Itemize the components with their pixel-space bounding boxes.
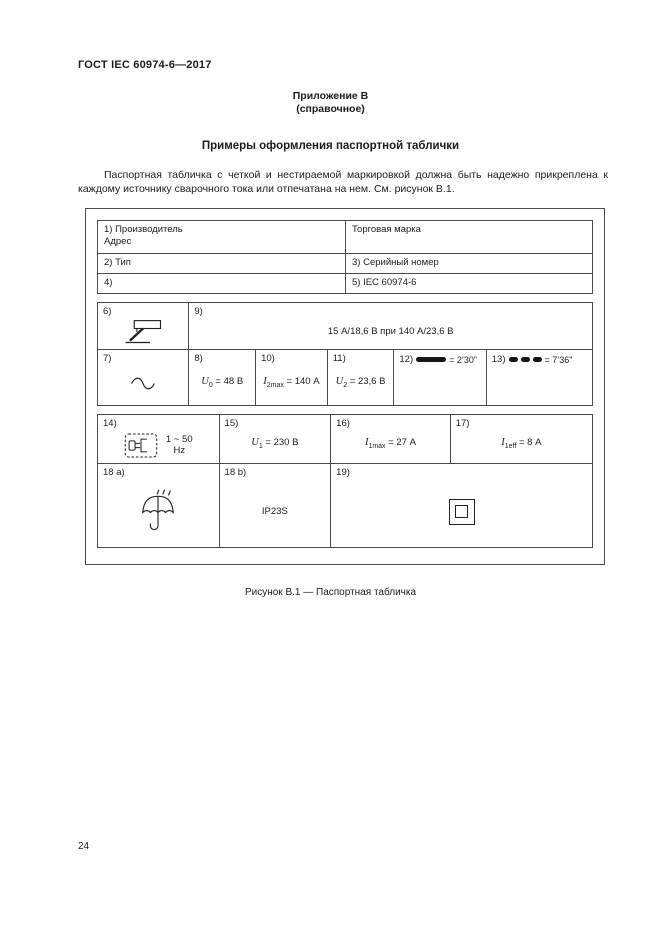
- effective-supply-current: [501, 437, 541, 453]
- item19-label: 19): [336, 467, 350, 478]
- annex-name: Приложение В: [292, 90, 369, 102]
- plate-cell-11: [327, 350, 394, 405]
- duty-on-solid-bar: [416, 357, 446, 362]
- cell-type: [98, 254, 345, 273]
- page-title: Примеры оформления паспортной таблички: [201, 140, 460, 152]
- item13-value: = 7’36”: [544, 355, 573, 365]
- item15-label: 15): [224, 418, 239, 429]
- plate-cell-16: [330, 415, 450, 463]
- duty-off-dashed-bar: [509, 357, 542, 362]
- quantity-subscript: 2: [343, 381, 348, 389]
- mains-plug-icon: [124, 432, 158, 459]
- quantity-symbol: I: [501, 437, 505, 449]
- quantity-rest: = 27 А: [385, 437, 416, 449]
- item7-symbol: [98, 365, 188, 405]
- row-type-serial: [98, 253, 592, 273]
- item17-value: [451, 430, 592, 463]
- item8-label: 8): [194, 353, 203, 364]
- plate-cell-9: [188, 303, 592, 349]
- frequency-line2: Hz: [173, 445, 186, 456]
- item17-label: 17): [455, 418, 470, 429]
- cell-serial: [345, 254, 592, 273]
- plate-cell-7: [98, 350, 188, 405]
- quantity-rest: = 48 В: [212, 375, 244, 387]
- quantity-subscript: 1max: [368, 442, 386, 450]
- quantity-rest: = 140 А: [283, 375, 320, 387]
- frequency-line1: 1 ~ 50: [165, 434, 193, 445]
- cell-trademark: [345, 221, 592, 253]
- type-label: 2) Тип: [104, 257, 131, 268]
- annex-type: (справочное): [296, 103, 365, 115]
- item6-label: 6): [103, 306, 112, 317]
- cell-item4: [98, 274, 345, 293]
- plate-cell-17: [450, 415, 592, 463]
- dash-segment: [533, 357, 542, 362]
- item16-value: [331, 430, 450, 463]
- cell-manufacturer: [98, 221, 345, 253]
- quantity-symbol: I: [263, 375, 267, 387]
- intro-paragraph: Паспортная табличка с четкой и нестираемой маркировкой должна быть надежно прикреплена к каждому источнику сварочного тока или отпечатана на нем. См. рисунок В.1.: [78, 169, 608, 195]
- item18b-label: 18 b): [224, 467, 247, 478]
- supply-voltage: [251, 437, 298, 453]
- dash-segment: [521, 357, 530, 362]
- quantity-rest: = 230 В: [262, 437, 299, 449]
- plate-id-section: [97, 220, 593, 294]
- max-supply-current: [365, 437, 416, 453]
- row-protection: [98, 463, 592, 547]
- dash-segment: [509, 357, 518, 362]
- cell-item5: [345, 274, 592, 293]
- load-voltage: [336, 376, 386, 392]
- quantity-rest: = 8 А: [516, 437, 542, 449]
- welding-torch-icon: [121, 318, 165, 346]
- figure-caption: Рисунок В.1 — Паспортная табличка: [244, 587, 417, 598]
- plate-cell-14: [98, 415, 219, 463]
- trademark-label: Торговая марка: [352, 224, 421, 235]
- serial-label: 3) Серийный номер: [352, 257, 439, 268]
- item4-label: 4): [104, 277, 113, 288]
- row-standard: [98, 273, 592, 293]
- quantity-symbol: U: [201, 375, 209, 387]
- item16-label: 16): [336, 418, 350, 429]
- row-process-rating: [98, 303, 592, 349]
- document-header: ГОСТ IEC 60974-6—2017: [78, 59, 212, 71]
- class-ii-double-square-icon: [449, 499, 475, 525]
- item14-value: [98, 430, 219, 463]
- max-welding-current: [263, 376, 319, 392]
- quantity-subscript: 0: [208, 381, 213, 389]
- item19-symbol: [331, 479, 592, 547]
- item15-value: [220, 430, 331, 463]
- item13-label: 13): [491, 354, 506, 365]
- item12-label: 12): [399, 354, 414, 365]
- plate-cell-13: [486, 350, 592, 405]
- no-load-voltage: [201, 376, 243, 392]
- item14-label: 14): [103, 418, 117, 429]
- quantity-rest: = 23,6 В: [347, 375, 386, 387]
- plate-cell-15: [219, 415, 331, 463]
- manufacturer-label: 1) Производитель: [104, 224, 183, 235]
- item7-label: 7): [103, 353, 112, 364]
- plate-cell-6: [98, 303, 188, 349]
- item6-symbol: [98, 318, 188, 349]
- mains-frequency-text: [166, 434, 193, 456]
- page-number: 24: [78, 841, 90, 852]
- plate-cell-18b: [219, 464, 331, 547]
- rating-plate-figure: [85, 208, 605, 565]
- quantity-subscript: 1eff: [504, 442, 517, 450]
- quantity-symbol: I: [364, 437, 369, 449]
- row-output-values: [98, 349, 592, 405]
- item12-value: = 2’30”: [449, 355, 477, 365]
- row-manufacturer: [98, 221, 592, 253]
- item11-value: [328, 365, 394, 405]
- item8-value: [189, 365, 255, 405]
- item10-label: 10): [261, 353, 275, 364]
- quantity-subscript: 2max: [266, 381, 284, 389]
- quantity-symbol: U: [335, 375, 344, 387]
- quantity-symbol: U: [251, 437, 259, 449]
- quantity-subscript: 1: [258, 442, 263, 450]
- item11-label: 11): [332, 353, 346, 364]
- annex-heading: [0, 90, 661, 116]
- plate-cell-18a: [98, 464, 219, 547]
- item5-standard: 5) IEC 60974-6: [352, 277, 417, 288]
- mains-supply-group: [124, 432, 193, 459]
- item18a-label: 18 a): [103, 467, 125, 478]
- item10-value: [256, 365, 327, 405]
- plate-cell-8: [188, 350, 255, 405]
- plate-supply-section: [97, 414, 593, 548]
- row-supply-values: [98, 415, 592, 463]
- umbrella-rain-icon: [139, 488, 177, 535]
- address-label: Адрес: [104, 236, 132, 247]
- ip-rating-value: IP23S: [261, 505, 288, 517]
- item9-label: 9): [194, 306, 203, 317]
- plate-output-section: [97, 302, 593, 406]
- plate-cell-19: [330, 464, 592, 547]
- ac-sine-icon: [129, 376, 157, 391]
- plate-cell-10: [255, 350, 327, 405]
- item9-rating-value: 15 А/18,6 В при 140 А/23,6 В: [327, 326, 454, 337]
- item18a-symbol: [98, 479, 219, 547]
- class-ii-inner-square: [455, 505, 468, 518]
- plate-cell-12: [393, 350, 485, 405]
